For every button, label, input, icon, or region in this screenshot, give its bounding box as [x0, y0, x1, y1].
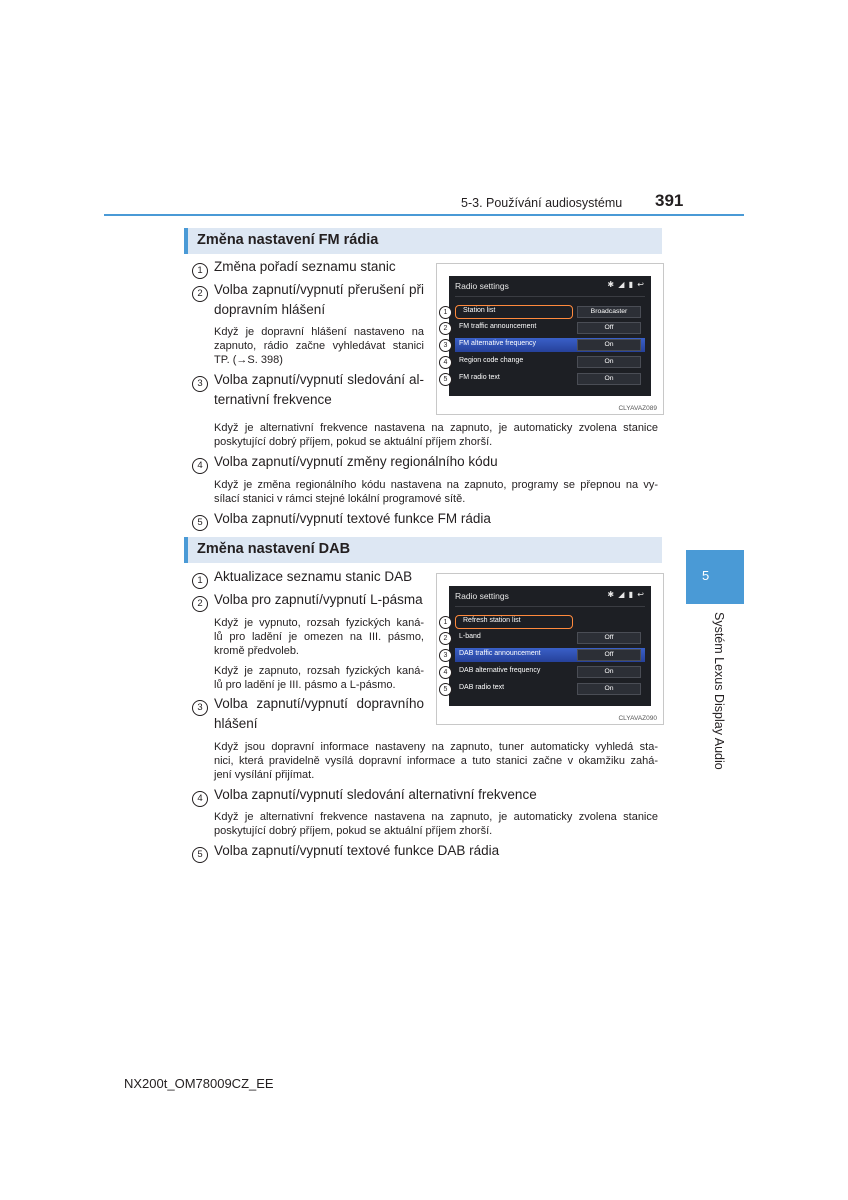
item-text: ternativní frekvence	[214, 392, 332, 407]
row-value: On	[577, 356, 641, 368]
screen	[449, 276, 651, 396]
status-icons: ✱ ◢ ▮ ↩	[607, 590, 645, 599]
note-line: Když je změna regionálního kódu nastavena na zapnuto, programy se přepnou na vy-	[214, 479, 658, 491]
callout-2: 2	[439, 632, 452, 645]
callout-1: 1	[439, 616, 452, 629]
callout-4: 4	[439, 356, 452, 369]
document-code: NX200t_OM78009CZ_EE	[124, 1076, 274, 1091]
row-value: On	[577, 339, 641, 351]
note-line: Když je alternativní frekvence nastavena na zapnuto, je automaticky zvolena stanice	[214, 422, 658, 434]
note-line: lů pro ladění je III. pásmo a L-pásmo.	[214, 679, 396, 691]
divider	[455, 606, 645, 607]
item-number: 1	[192, 260, 208, 279]
status-icons: ✱ ◢ ▮ ↩	[607, 280, 645, 289]
note-line: kromě předvoleb.	[214, 645, 299, 657]
item-text: Volba zapnutí/vypnutí změny regionálního kódu	[214, 454, 498, 469]
screen-title: Radio settings	[455, 591, 509, 601]
item-text: Volba zapnutí/vypnutí přerušení při	[214, 282, 424, 297]
item-number: 4	[192, 788, 208, 807]
row-label: Region code change	[459, 357, 524, 364]
item-text: Aktualizace seznamu stanic DAB	[214, 569, 413, 584]
row-label: L-band	[459, 633, 481, 640]
chapter-title: Systém Lexus Display Audio	[712, 612, 726, 770]
note-line: Když jsou dopravní informace nastaveny na zapnuto, tuner automaticky vyhledá sta-	[214, 741, 658, 753]
item-text: Volba zapnutí/vypnutí sledování alternativní frekvence	[214, 787, 537, 802]
settings-row-traffic[interactable]	[455, 321, 645, 335]
settings-row-region-code[interactable]	[455, 355, 645, 369]
row-value: On	[577, 666, 641, 678]
settings-row-refresh[interactable]	[455, 615, 645, 629]
screen	[449, 586, 651, 706]
chapter-tab	[686, 550, 744, 604]
item-number: 5	[192, 844, 208, 863]
row-value: Off	[577, 632, 641, 644]
section-title: Změna nastavení FM rádia	[197, 232, 379, 248]
callout-1: 1	[439, 306, 452, 319]
item-number: 2	[192, 593, 208, 612]
note-line: poskytující dobrý příjem, pokud se aktuální příjem zhorší.	[214, 436, 493, 448]
item-number: 4	[192, 455, 208, 474]
row-value: Broadcaster	[577, 306, 641, 318]
section-heading-fm	[184, 228, 662, 254]
row-label: FM traffic announcement	[459, 323, 537, 330]
note-line: TP. (→S. 398)	[214, 354, 283, 366]
item-text: Volba zapnutí/vypnutí dopravního	[214, 696, 424, 711]
note-line: jení vysílání přijímat.	[214, 769, 315, 781]
row-value: Off	[577, 322, 641, 334]
settings-row-alt-frequency[interactable]	[455, 665, 645, 679]
item-number: 3	[192, 373, 208, 392]
row-value: Off	[577, 649, 641, 661]
item-text: hlášení	[214, 716, 258, 731]
item-text: Volba zapnutí/vypnutí sledování al-	[214, 372, 424, 387]
figure-code: CLYAVAZ089	[618, 405, 657, 412]
callout-3: 3	[439, 339, 452, 352]
note-line: poskytující dobrý příjem, pokud se aktuální příjem zhorší.	[214, 825, 493, 837]
item-text: dopravním hlášení	[214, 302, 326, 317]
screen-title: Radio settings	[455, 281, 509, 291]
figure-code: CLYAVAZ090	[618, 715, 657, 722]
note-line: Když je zapnuto, rozsah fyzických kaná-	[214, 665, 424, 677]
chapter-number: 5	[702, 568, 710, 583]
row-label: Station list	[463, 307, 496, 314]
row-label: DAB alternative frequency	[459, 667, 541, 674]
row-label: Refresh station list	[463, 617, 521, 624]
item-text: Změna pořadí seznamu stanic	[214, 259, 396, 274]
header-rule	[104, 214, 744, 216]
callout-3: 3	[439, 649, 452, 662]
settings-row-radio-text[interactable]	[455, 372, 645, 386]
settings-row-alt-frequency[interactable]	[455, 338, 645, 352]
row-label: FM radio text	[459, 374, 500, 381]
row-value: On	[577, 373, 641, 385]
row-value: On	[577, 683, 641, 695]
item-text: Volba pro zapnutí/vypnutí L-pásma	[214, 592, 423, 607]
row-label: FM alternative frequency	[459, 340, 537, 347]
section-heading-dab	[184, 537, 662, 563]
item-number: 5	[192, 512, 208, 531]
item-text: Volba zapnutí/vypnutí textové funkce DAB rádia	[214, 843, 500, 858]
radio-settings-screenshot-fm	[436, 263, 664, 415]
note-line: nici, která pravidelně vysílá dopravní informace a tuto stanici začne v okamžiku zahá-	[214, 755, 658, 767]
row-label: DAB radio text	[459, 684, 505, 691]
callout-4: 4	[439, 666, 452, 679]
divider	[455, 296, 645, 297]
row-label: DAB traffic announcement	[459, 650, 541, 657]
page-number: 391	[655, 191, 684, 210]
item-number: 1	[192, 570, 208, 589]
item-text: Volba zapnutí/vypnutí textové funkce FM rádia	[214, 511, 491, 526]
settings-row-station-list[interactable]	[455, 305, 645, 319]
note-line: sílací stanici v rámci stejné lokální programové sítě.	[214, 493, 466, 505]
callout-2: 2	[439, 322, 452, 335]
section-title: Změna nastavení DAB	[197, 541, 351, 557]
item-number: 2	[192, 283, 208, 302]
callout-5: 5	[439, 373, 452, 386]
note-line: Když je alternativní frekvence nastavena na zapnuto, je automaticky zvolena stanice	[214, 811, 658, 823]
settings-row-traffic[interactable]	[455, 648, 645, 662]
running-header-section: 5-3. Používání audiosystému	[461, 196, 623, 210]
note-line: zapnuto, rádio začne vyhledávat stanici	[214, 340, 424, 352]
settings-row-l-band[interactable]	[455, 631, 645, 645]
item-number: 3	[192, 697, 208, 716]
note-line: Když je dopravní hlášení nastaveno na	[214, 326, 424, 338]
note-line: lů pro ladění je omezen na III. pásmo,	[214, 631, 424, 643]
radio-settings-screenshot-dab	[436, 573, 664, 725]
callout-5: 5	[439, 683, 452, 696]
settings-row-radio-text[interactable]	[455, 682, 645, 696]
note-line: Když je vypnuto, rozsah fyzických kaná-	[214, 617, 424, 629]
